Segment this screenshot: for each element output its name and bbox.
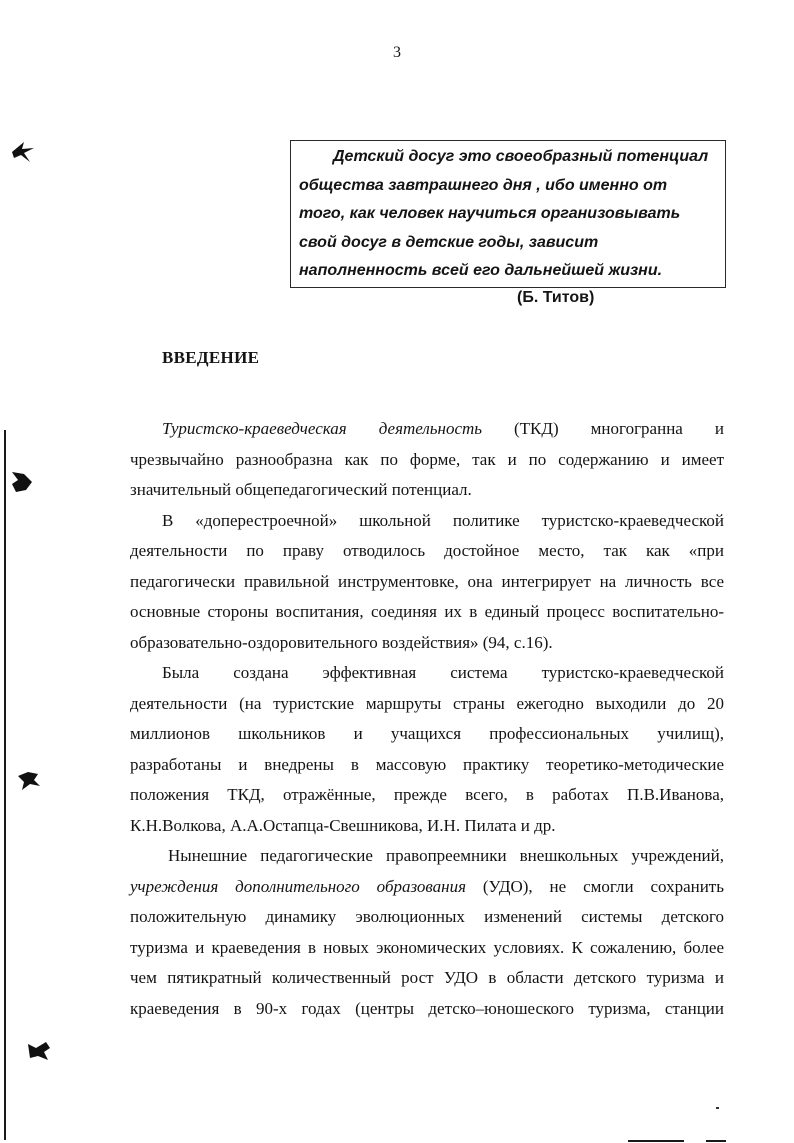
epigraph-line: наполненность всей его дальнейшей жизни. (299, 262, 663, 279)
paragraph-2-line: педагогически правильной инструментовке, она интегрирует на личность все (130, 571, 724, 591)
paragraph-2-line: основные стороны воспитания, соединяя их в единый процесс воспитательно- (130, 602, 724, 621)
body-text (130, 414, 724, 1024)
term-udo: учреждения дополнительного образования (130, 876, 467, 896)
scan-edge-line (4, 430, 6, 1140)
scan-speck (716, 1107, 719, 1109)
epigraph-author: (Б. Титов) (517, 289, 595, 306)
paragraph-2-line: деятельности по праву отводилось достойное место, так как «при (130, 541, 724, 560)
section-title: ВВЕДЕНИЕ (162, 348, 260, 367)
paragraph-4-line: краеведения в 90-х годах (центры детско–юношеского туризма, станции (130, 998, 724, 1018)
page-number: 3 (393, 44, 401, 61)
paragraph-4-line-2 (130, 872, 724, 903)
paragraph-4-line: чем пятикратный количественный рост УДО в области детского туризма и (130, 968, 724, 987)
paragraph-3-line: деятельности (на туристские маршруты страны ежегодно выходили до 20 (130, 693, 724, 713)
word: многогранна (590, 419, 683, 438)
scan-bottom-line (706, 1140, 726, 1142)
scan-bottom-line (628, 1140, 684, 1142)
epigraph-line: того, как человек научиться организовывать (299, 205, 681, 222)
epigraph-line: Детский досуг это своеобразный потенциал (333, 148, 709, 165)
paragraph-2-line: В «доперестроечной» школьной политике туристско-краеведческой (162, 510, 724, 530)
epigraph-box (290, 140, 726, 288)
paragraph-1-line-2: чрезвычайно разнообразна как по форме, так и по содержанию и имеет (130, 449, 724, 469)
paragraph-1-line-1 (130, 414, 724, 445)
term-word: деятельность (378, 419, 483, 438)
epigraph-line: общества завтрашнего дня , ибо именно от (299, 176, 668, 194)
word: и (714, 419, 724, 438)
paragraph-2-line: образовательно-оздоровительного воздействия» (94, с.16). (130, 632, 553, 652)
paragraph-3-line: разработаны и внедрены в массовую практику теоретико-методические (130, 754, 724, 774)
paragraph-4-line: Нынешние педагогические правопреемники внешкольных учреждений, (168, 846, 724, 865)
term-word: Туристско-краеведческая (162, 419, 347, 438)
paragraph-3-line: положения ТКД, отражённые, прежде всего, в работах П.В.Иванова, (130, 785, 724, 804)
abbreviation: (ТКД) (514, 419, 559, 438)
paragraph-4-line: туризма и краеведения в новых экономических условиях. К сожалению, более (130, 937, 724, 957)
paragraph-3-line: Была создана эффективная система туристско-краеведческой (162, 663, 724, 682)
paragraph-3-line: миллионов школьников и учащихся профессиональных училищ), (130, 724, 724, 743)
paragraph-4-line: положительную динамику эволюционных изменений системы детского (130, 907, 724, 926)
paragraph-1-line-3: значительный общепедагогический потенциал. (130, 480, 472, 499)
epigraph-line: свой досуг в детские годы, зависит (299, 233, 599, 251)
paragraph-3-line: К.Н.Волкова, А.А.Остапца-Свешникова, И.Н. Пилата и др. (130, 815, 556, 835)
paragraph-4-line-2-rest: (УДО), не смогли сохранить (466, 876, 724, 896)
